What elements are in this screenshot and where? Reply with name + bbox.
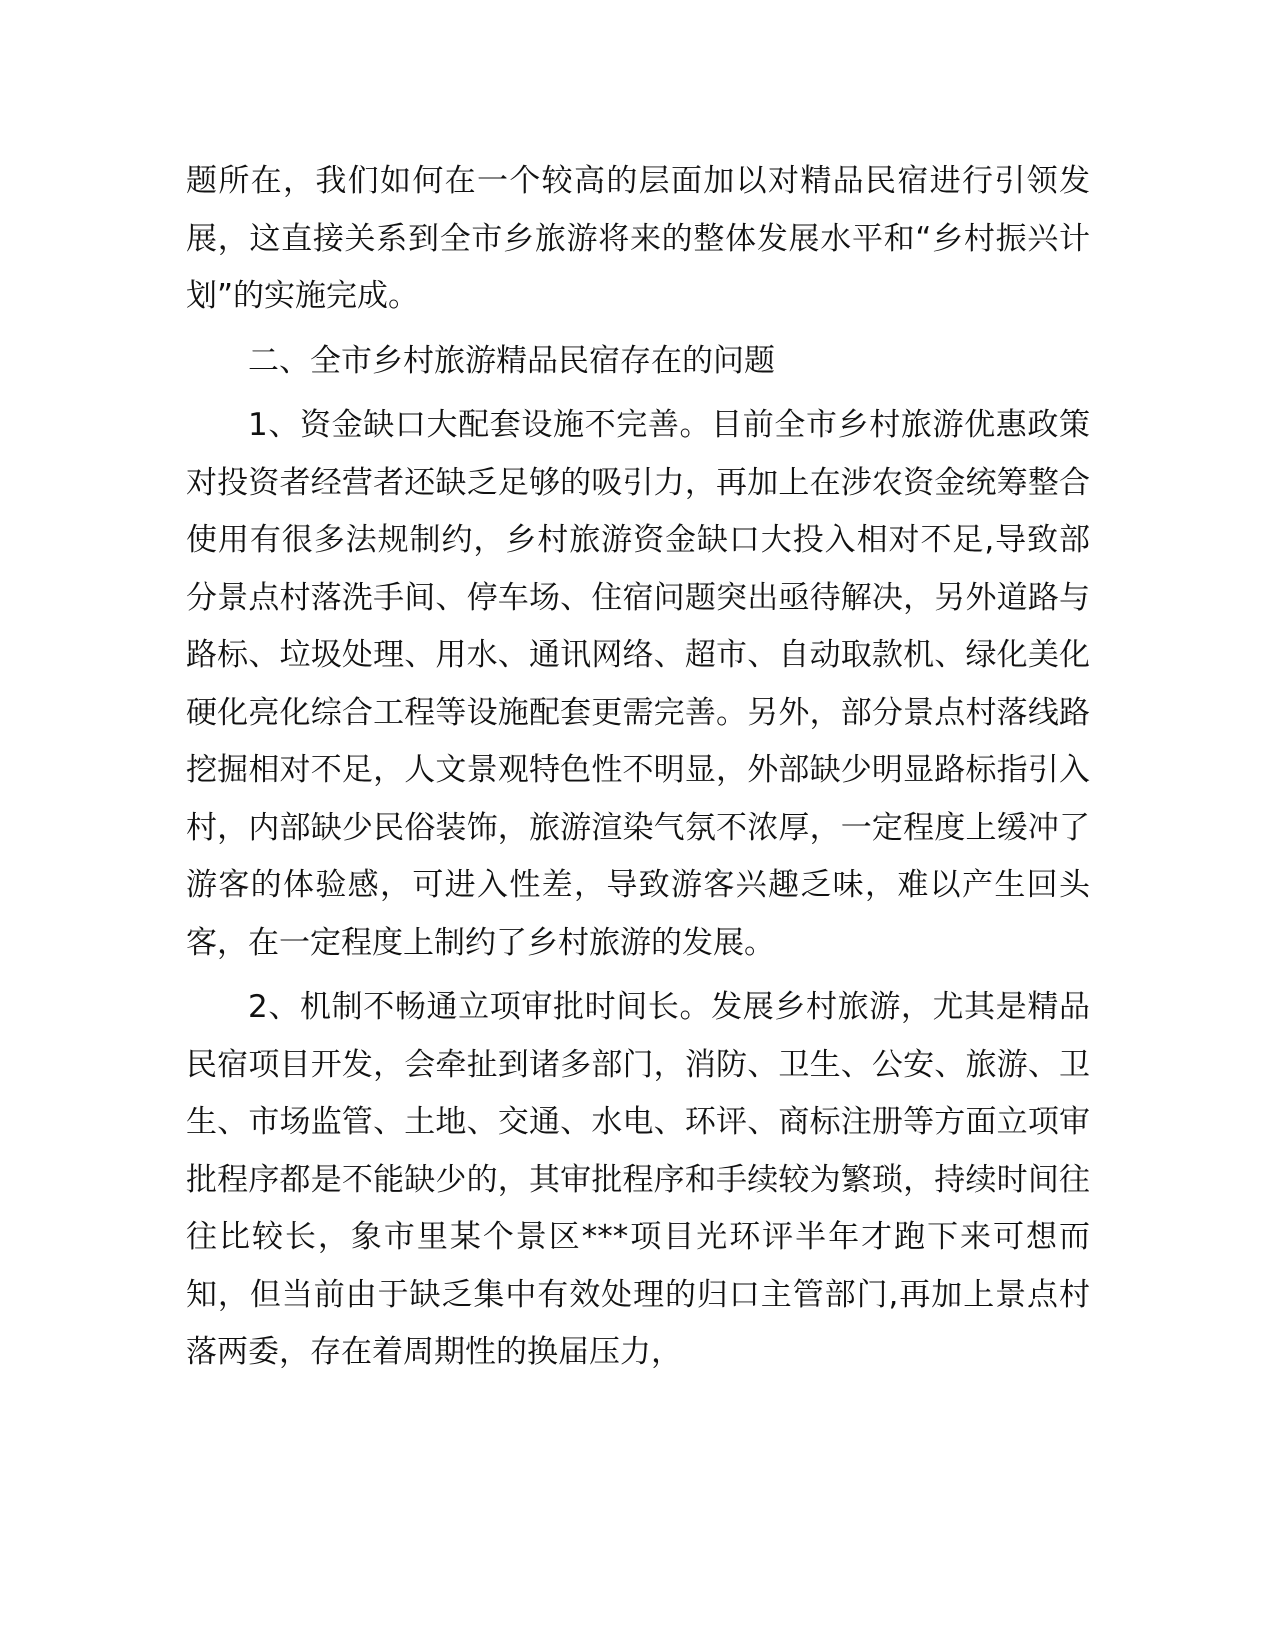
lead-paragraph: 题所在，我们如何在一个较高的层面加以对精品民宿进行引领发展，这直接关系到全市乡旅游将来的整体发展水平和“乡村振兴计划”的实施完成。: [186, 163, 1090, 314]
paragraph-approval-mechanism: 2、机制不畅通立项审批时间长。发展乡村旅游，尤其是精品民宿项目开发，会牵扯到诸多部门，消防、卫生、公安、旅游、卫生、市场监管、土地、交通、水电、环评、商标注册等方面立项审批程序都是不能缺少的，其审批程序和手续较为繁琐，持续时间往往比较长，象市里某个景区***项目光环评半年才跑下来可想而知，但当前由于缺乏集中有效处理的归口主管部门,再加上景点村落两委，存在着周期性的换届压力，: [186, 989, 1090, 1370]
document-body: [186, 153, 1090, 1382]
paragraph-funding-gap: 1、资金缺口大配套设施不完善。目前全市乡村旅游优惠政策对投资者经营者还缺乏足够的吸引力，再加上在涉农资金统筹整合使用有很多法规制约，乡村旅游资金缺口大投入相对不足,导致部分景点村落洗手间、停车场、住宿问题突出亟待解决，另外道路与路标、垃圾处理、用水、通讯网络、超市、自动取款机、绿化美化硬化亮化综合工程等设施配套更需完善。另外，部分景点村落线路挖掘相对不足，人文景观特色性不明显，外部缺少明显路标指引入村，内部缺少民俗装饰，旅游渲染气氛不浓厚，一定程度上缓冲了游客的体验感，可进入性差，导致游客兴趣乏味，难以产生回头客，在一定程度上制约了乡村旅游的发展。: [186, 407, 1090, 961]
section-heading: 二、全市乡村旅游精品民宿存在的问题: [248, 342, 775, 379]
